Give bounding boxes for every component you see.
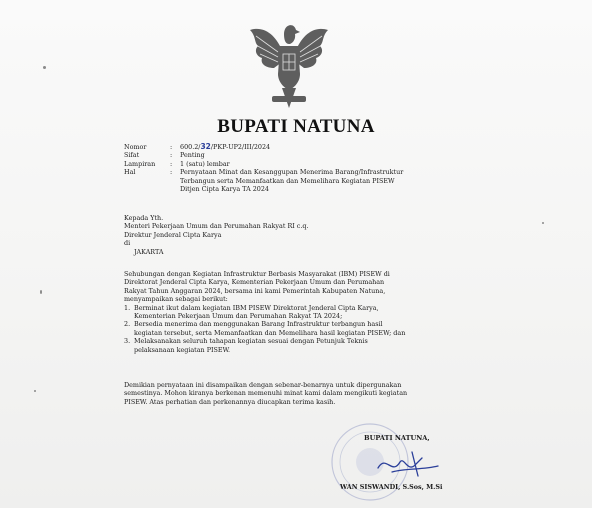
list-item [124,320,480,337]
list-line: Berminat ikut dalam kegiatan IBM PISEW Direktorat Jenderal Cipta Karya, [134,303,379,312]
list-line: Bersedia menerima dan menggunakan Barang Infrastruktur terbangun hasil [134,320,383,329]
meta-row-sifat [124,151,480,159]
meta-key: Hal [124,168,136,177]
list-text [134,320,405,337]
hal-line: Pernyataan Minat dan Kesanggupan Menerima Barang/Infrastruktur [180,168,404,177]
nomor-prefix: 600.2/ [180,143,201,151]
nomor-handwritten: 32 [200,142,211,151]
scan-speck [542,222,544,224]
list-line: Kementerian Pekerjaan Umum dan Perumahan Rakyat TA 2024; [134,312,343,321]
hal-line: Terbangun serta Memanfaatkan dan Memelihara Kegiatan PISEW [180,176,395,185]
signatory-title: BUPATI NATUNA, [364,434,430,442]
garuda-emblem-icon [244,12,334,112]
meta-value [180,168,480,193]
meta-key: Lampiran [124,159,156,168]
meta-value: 1 (satu) lembar [180,159,230,168]
address-line: Direktur Jenderal Cipta Karya [124,230,222,239]
hal-line: Ditjen Cipta Karya TA 2024 [180,185,269,194]
closing-line: PISEW. Atas perhatian dan perkenannya diucapkan terima kasih. [124,397,336,406]
meta-key: Sifat [124,151,140,160]
meta-value: Penting [180,151,205,160]
scan-speck [43,66,46,69]
letterhead-title: BUPATI NATUNA [217,116,375,137]
list-number: 3. [124,337,131,346]
list-text [134,304,379,321]
statement-list [124,304,480,354]
signatory-name: WAN SISWANDI, S.Sos, M.Si [340,483,443,491]
list-item [124,337,480,354]
closing-line: Demikian pernyataan ini disampaikan dengan sebenar-benarnya untuk dipergunakan [124,381,402,389]
address-line: di [124,239,131,248]
address-city: JAKARTA [134,247,164,256]
nomor-suffix: /PKP-UP2/III/2024 [210,143,271,151]
meta-value [180,143,480,151]
meta-row-nomor [124,143,480,151]
letter-meta [124,143,480,193]
address-line: Menteri Pekerjaan Umum dan Perumahan Rakyat RI c.q. [124,222,309,231]
meta-sep: : [170,151,173,160]
list-line: pelaksanaan kegiatan PISEW. [134,345,231,354]
scan-speck [34,390,36,392]
intro-line: menyampaikan sebagai berikut: [124,295,228,304]
list-text [134,337,368,354]
list-number: 1. [124,303,131,312]
meta-sep: : [170,143,173,151]
intro-line: Rakyat Tahun Anggaran 2024, bersama ini kami Pemerintah Kabupaten Natuna, [124,286,386,295]
scan-speck [40,290,42,294]
list-number: 2. [124,320,131,329]
meta-key: Nomor [124,143,147,151]
list-line: kegiatan tersebut, serta Memanfaatkan dan Memelihara hasil kegiatan PISEW; dan [134,328,406,337]
handwritten-signature-icon [372,446,442,484]
meta-row-lampiran [124,160,480,168]
list-item [124,304,480,321]
meta-sep: : [170,159,173,168]
intro-line: Sehubungan dengan Kegiatan Infrastruktur Berbasis Masyarakat (IBM) PISEW di [124,270,390,278]
intro-line: Direktorat Jenderal Cipta Karya, Kementerian Pekerjaan Umum dan Perumahan [124,278,385,287]
letter-body [124,270,480,354]
meta-sep: : [170,168,173,177]
closing-line: semestinya. Mohon kiranya berkenan memenuhi minat kami dalam mengikuti kegiatan [124,389,408,398]
list-line: Melaksanakan seluruh tahapan kegiatan sesuai dengan Petunjuk Teknis [134,337,368,346]
closing-paragraph [124,381,480,406]
meta-row-hal [124,168,480,193]
recipient-address [124,214,309,256]
address-line: Kepada Yth. [124,214,164,222]
